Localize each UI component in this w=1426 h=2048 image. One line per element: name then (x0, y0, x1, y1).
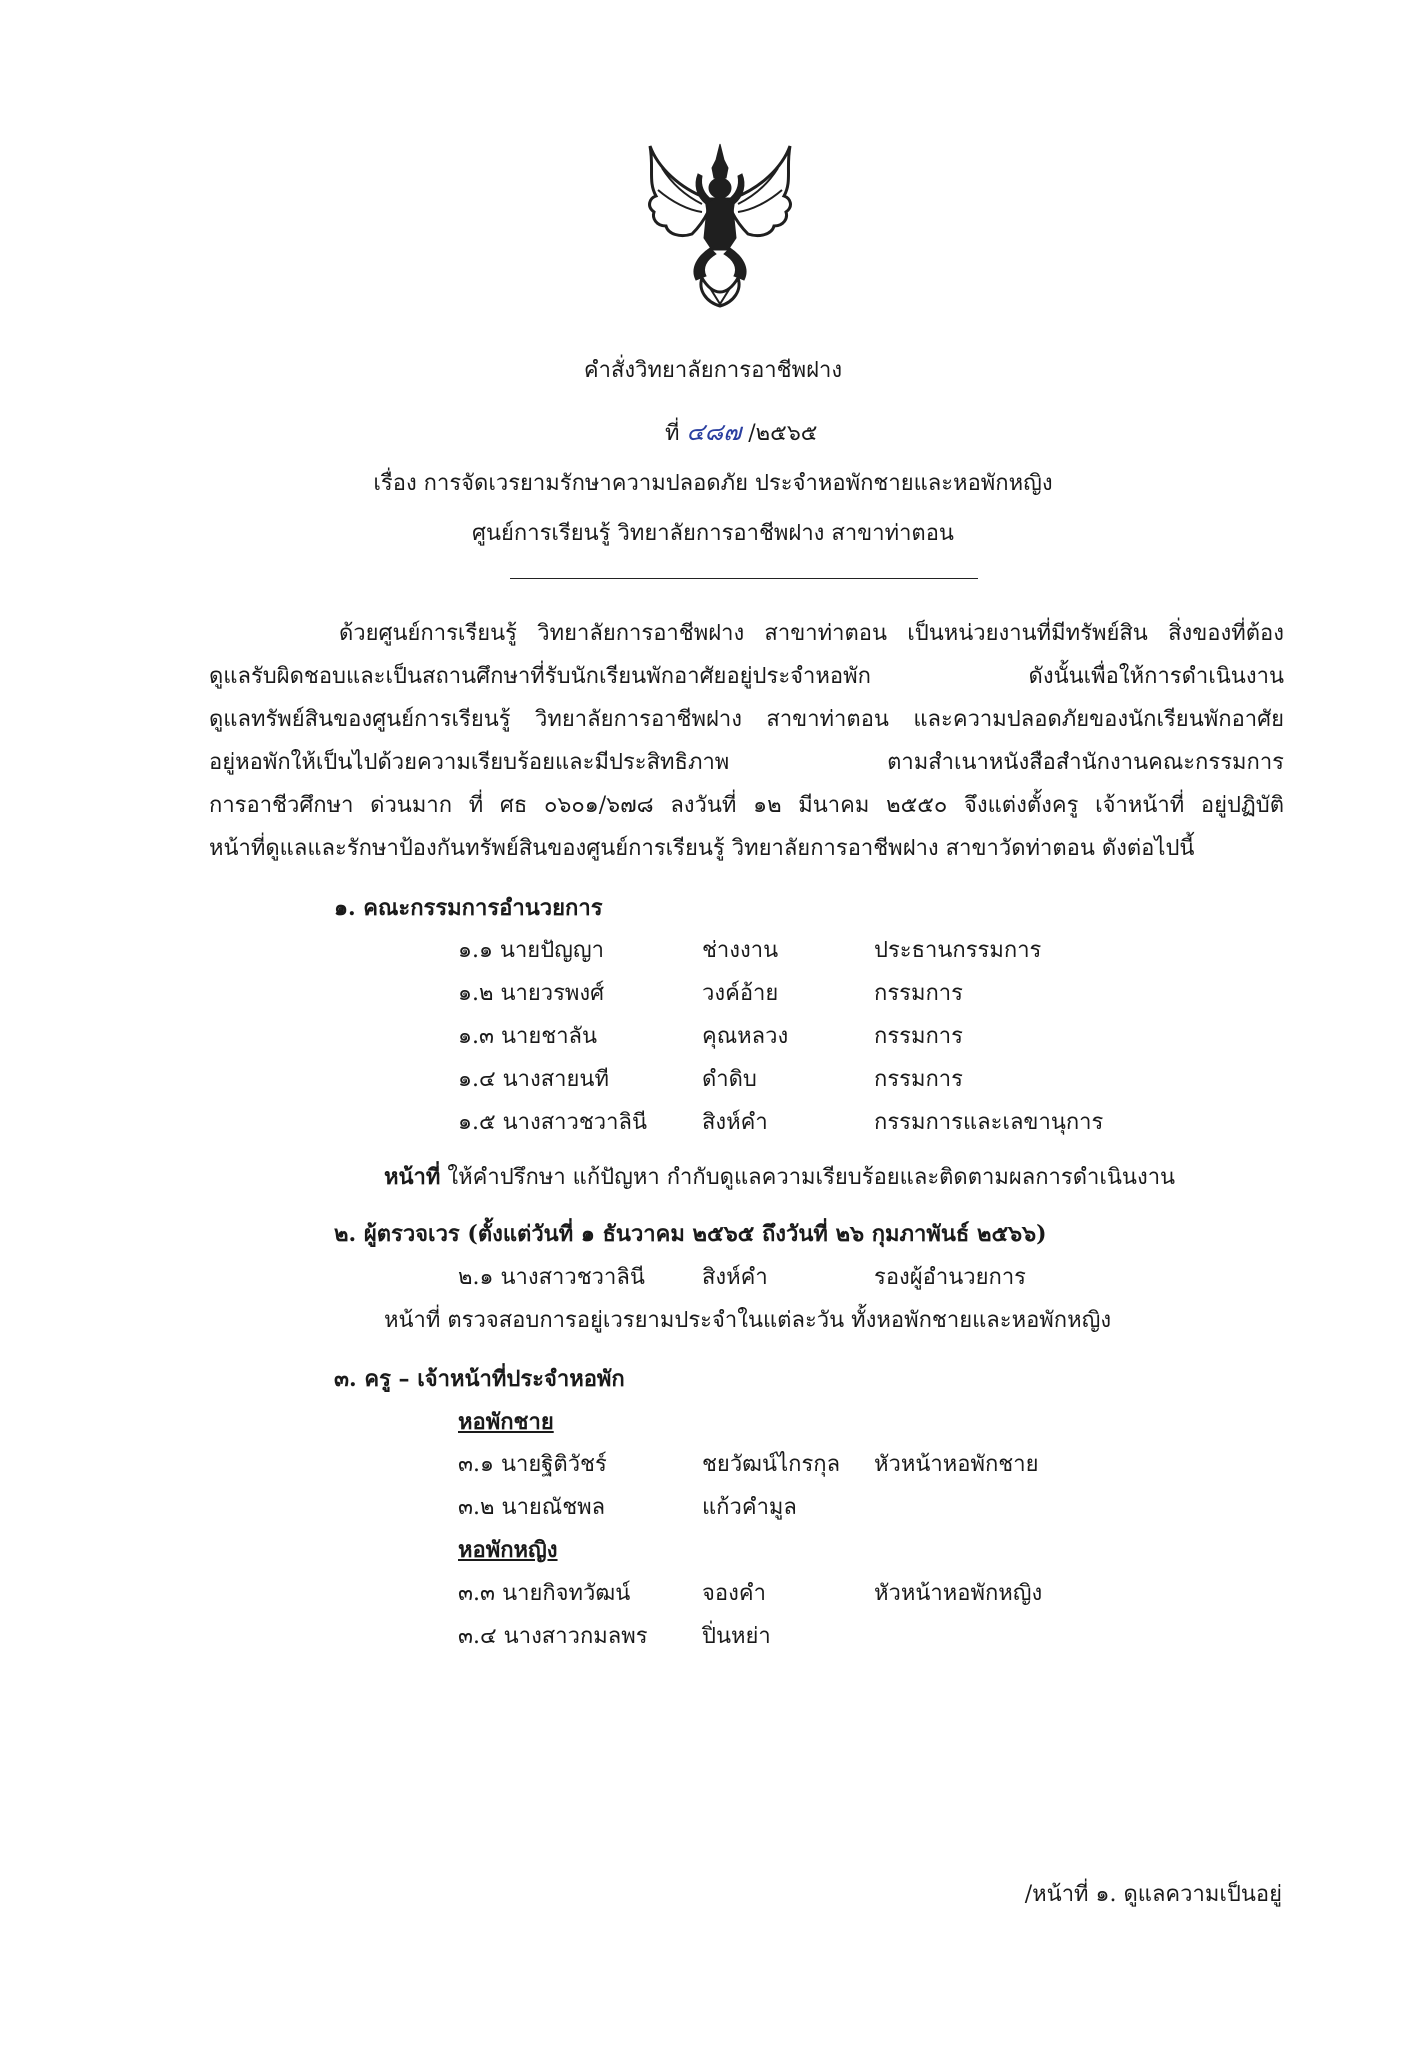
member-name: ๓.๑ นายฐิติวัชร์ (458, 1452, 607, 1477)
member-surname: สิงห์คำ (702, 1265, 768, 1290)
garuda-emblem-icon (640, 138, 800, 310)
continued-on-next-page: /หน้าที่ ๑. ดูแลความเป็นอยู่ (1024, 1882, 1282, 1907)
order-title: คำสั่งวิทยาลัยการอาชีพฝาง (583, 358, 843, 383)
member-name: ๓.๔ นางสาวกมลพร (458, 1624, 648, 1649)
member-name: ๑.๑ นายปัญญา (458, 938, 605, 963)
member-surname: แก้วคำมูล (702, 1495, 797, 1520)
section-2-heading: ๒. ผู้ตรวจเวร (ตั้งแต่วันที่ ๑ ธันวาคม ๒๕๖๕ ถึงวันที่ ๒๖ กุมภาพันธ์ ๒๕๖๖) (334, 1221, 1047, 1247)
section-3-heading: ๓. ครู – เจ้าหน้าที่ประจำหอพัก (334, 1366, 625, 1392)
section-2-duty: หน้าที่ ตรวจสอบการอยู่เวรยามประจำในแต่ละวัน ทั้งหอพักชายและหอพักหญิง (384, 1308, 1112, 1333)
member-role: กรรมการ (874, 1024, 963, 1049)
member-name: ๒.๑ นางสาวชวาลินี (458, 1265, 645, 1290)
member-surname: ปิ่นหย่า (702, 1624, 771, 1649)
member-role: หัวหน้าหอพักหญิง (874, 1581, 1043, 1606)
member-name: ๑.๔ นางสายนที (458, 1067, 609, 1092)
intro-paragraph (209, 612, 1284, 870)
member-role: กรรมการและเลขานุการ (874, 1110, 1104, 1135)
section-1-heading: ๑. คณะกรรมการอำนวยการ (334, 895, 603, 921)
intro-line: หน้าที่ดูแลและรักษาป้องกันทรัพย์สินของศูนย์การเรียนรู้ วิทยาลัยการอาชีพฝาง สาขาวัดท่าตอน ดังต่อไปนี้ (209, 836, 1195, 861)
order-prefix: ที่ (665, 421, 680, 446)
member-name: ๑.๒ นายวรพงศ์ (458, 981, 605, 1006)
intro-line: อยู่หอพักให้เป็นไปด้วยความเรียบร้อยและมีประสิทธิภาพ ตามสำเนาหนังสือสำนักงานคณะกรรมการ (209, 750, 1284, 775)
order-year: /๒๕๖๕ (748, 421, 818, 446)
male-dorm-label: หอพักชาย (458, 1409, 554, 1435)
member-surname: คุณหลวง (702, 1024, 789, 1049)
member-name: ๑.๓ นายชาลัน (458, 1024, 598, 1049)
member-name: ๓.๓ นายกิจทวัฒน์ (458, 1581, 631, 1606)
order-handwritten-number: ๔๘๗ (686, 418, 742, 446)
subject-line-2: ศูนย์การเรียนรู้ วิทยาลัยการอาชีพฝาง สาขาท่าตอน (472, 521, 954, 546)
intro-line: การอาชีวศึกษา ด่วนมาก ที่ ศธ ๐๖๐๑/๖๗๘ ลงวันที่ ๑๒ มีนาคม ๒๕๕๐ จึงแต่งตั้งครู เจ้าหน้าที่ อยู่ปฏิบัติ (209, 793, 1284, 818)
member-surname: ช่างงาน (702, 938, 779, 963)
title-divider (510, 578, 978, 579)
section-1-duty (384, 1159, 1175, 1194)
member-surname: สิงห์คำ (702, 1110, 768, 1135)
intro-line: ดูแลทรัพย์สินของศูนย์การเรียนรู้ วิทยาลัยการอาชีพฝาง สาขาท่าตอน และความปลอดภัยของนักเรียนพักอาศัย (209, 707, 1284, 732)
subject-line-1: เรื่อง การจัดเวรยามรักษาความปลอดภัย ประจำหอพักชายและหอพักหญิง (373, 471, 1053, 496)
order-number (665, 412, 817, 451)
female-dorm-label: หอพักหญิง (458, 1537, 558, 1563)
member-surname: วงค์อ้าย (702, 981, 779, 1006)
member-surname: ดำดิบ (702, 1067, 757, 1092)
intro-line: ด้วยศูนย์การเรียนรู้ วิทยาลัยการอาชีพฝาง สาขาท่าตอน เป็นหน่วยงานที่มีทรัพย์สิน สิ่งของที่ต้อง (339, 621, 1284, 646)
member-role: กรรมการ (874, 981, 963, 1006)
member-name: ๓.๒ นายณัชพล (458, 1495, 606, 1520)
duty-text: ให้คำปรึกษา แก้ปัญหา กำกับดูแลความเรียบร้อยและติดตามผลการดำเนินงาน (440, 1165, 1176, 1190)
member-role: หัวหน้าหอพักชาย (874, 1452, 1039, 1477)
member-role: รองผู้อำนวยการ (874, 1265, 1027, 1290)
member-surname: ชยวัฒน์ไกรกุล (702, 1452, 841, 1477)
duty-label: หน้าที่ (384, 1164, 441, 1190)
member-role: ประธานกรรมการ (874, 938, 1042, 963)
member-surname: จองคำ (702, 1581, 766, 1606)
intro-line: ดูแลรับผิดชอบและเป็นสถานศึกษาที่รับนักเรียนพักอาศัยอยู่ประจำหอพัก ดังนั้นเพื่อให้การดำเนินงาน (209, 664, 1284, 689)
member-name: ๑.๕ นางสาวชวาลินี (458, 1110, 648, 1135)
member-role: กรรมการ (874, 1067, 963, 1092)
